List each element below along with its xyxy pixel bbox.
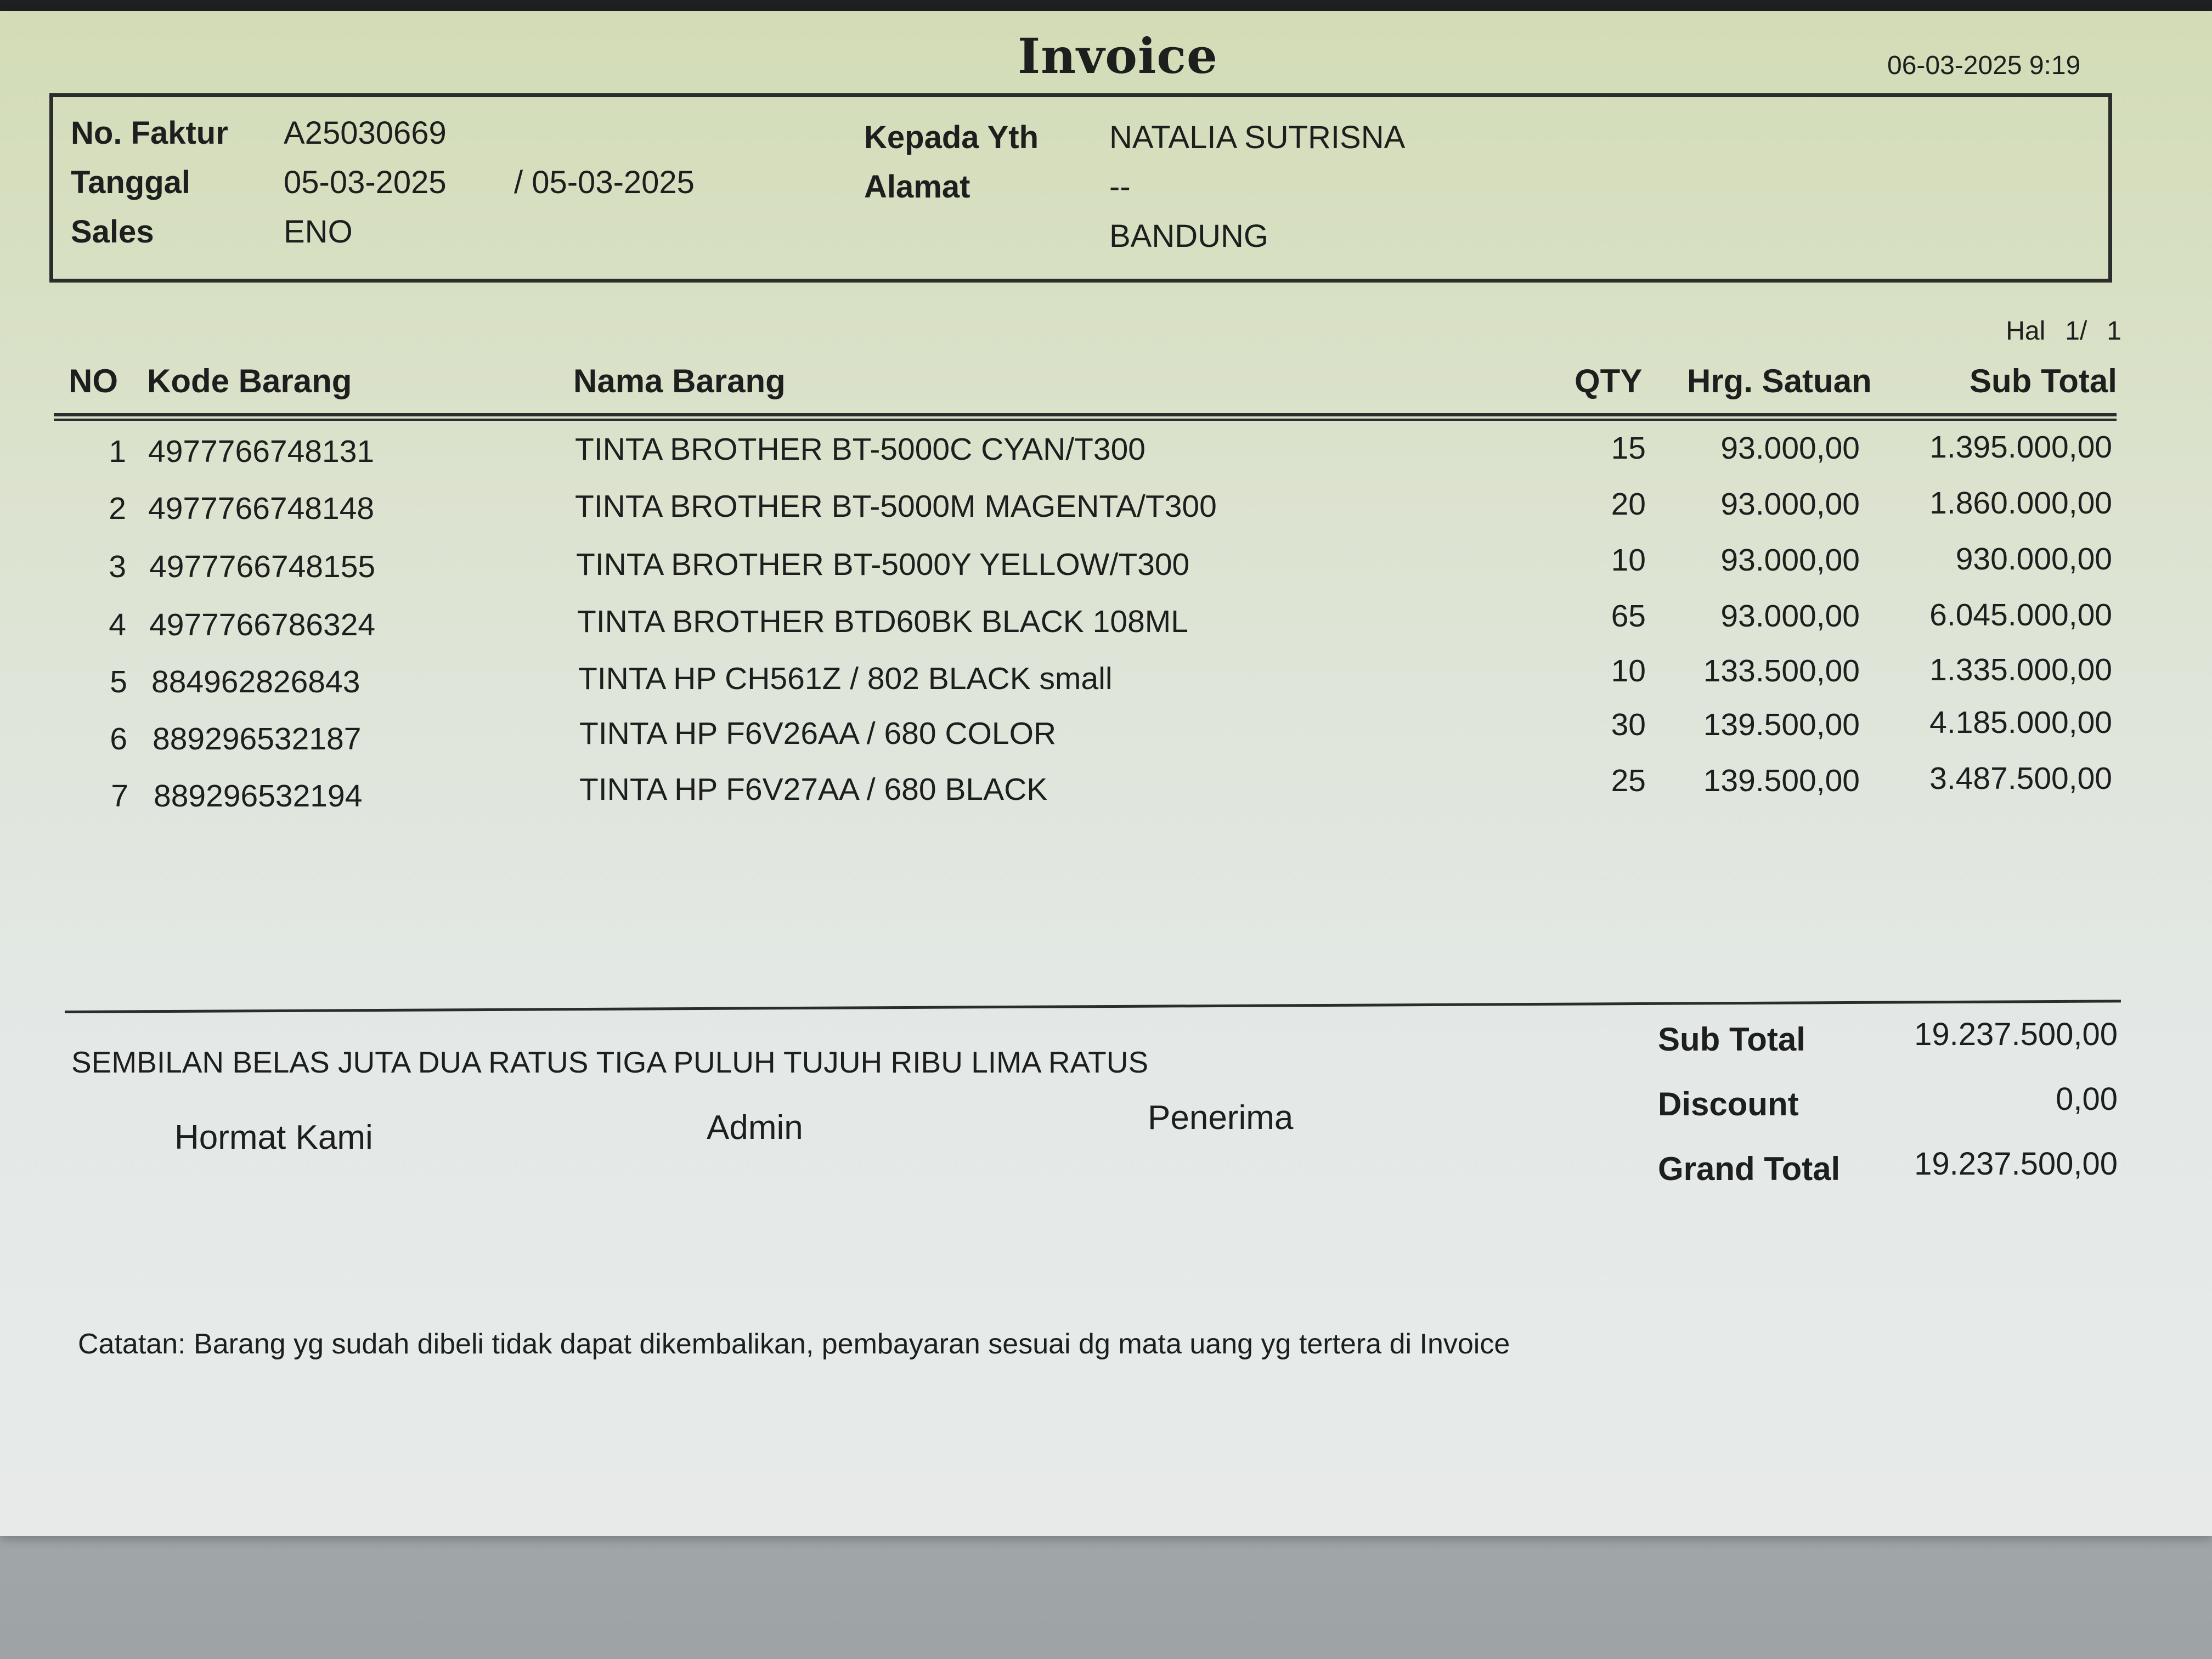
kepada-value: NATALIA SUTRISNA (1109, 120, 1406, 155)
row-no: 4 (109, 607, 126, 642)
row-subtotal: 4.185.000,00 (1929, 705, 2112, 740)
page-current: 1/ (2065, 317, 2087, 346)
row-harga: 133.500,00 (1703, 653, 1860, 689)
row-kode: 4977766786324 (149, 607, 376, 642)
row-subtotal: 6.045.000,00 (1929, 597, 2112, 633)
signature-admin: Admin (707, 1109, 803, 1147)
terbilang-text: SEMBILAN BELAS JUTA DUA RATUS TIGA PULUH TUJUH RIBU LIMA RATUS (71, 1045, 1149, 1079)
row-subtotal: 930.000,00 (1955, 541, 2112, 577)
row-harga: 139.500,00 (1703, 707, 1860, 742)
row-qty: 15 (1611, 431, 1646, 466)
signature-hormat-kami: Hormat Kami (174, 1119, 373, 1156)
col-header-kode: Kode Barang (147, 363, 352, 399)
grand-total-value: 19.237.500,00 (1914, 1146, 2118, 1182)
row-subtotal: 3.487.500,00 (1929, 761, 2112, 796)
row-nama: TINTA BROTHER BT-5000C CYAN/T300 (575, 432, 1146, 467)
row-qty: 20 (1611, 487, 1646, 522)
col-header-subtotal: Sub Total (1970, 363, 2117, 399)
row-qty: 10 (1611, 653, 1646, 689)
no-faktur-value: A25030669 (284, 115, 447, 151)
header-rule (54, 413, 2117, 421)
col-header-no: NO (69, 363, 118, 399)
subtotal-value: 19.237.500,00 (1914, 1017, 2118, 1052)
row-nama: TINTA BROTHER BTD60BK BLACK 108ML (577, 604, 1188, 639)
signature-penerima: Penerima (1148, 1099, 1294, 1137)
row-nama: TINTA HP CH561Z / 802 BLACK small (578, 661, 1113, 696)
row-nama: TINTA HP F6V26AA / 680 COLOR (579, 716, 1057, 751)
invoice-title: Invoice (1018, 27, 1218, 84)
row-harga: 93.000,00 (1720, 599, 1860, 634)
row-qty: 30 (1611, 707, 1646, 742)
kota-value: BANDUNG (1109, 218, 1269, 254)
tanggal-value-2: / 05-03-2025 (514, 165, 695, 200)
row-subtotal: 1.335.000,00 (1929, 652, 2112, 687)
row-no: 5 (110, 664, 127, 699)
print-datetime: 06-03-2025 9:19 (1887, 51, 2081, 80)
row-kode: 884962826843 (151, 664, 360, 699)
row-harga: 93.000,00 (1720, 487, 1860, 522)
row-no: 3 (109, 549, 126, 584)
row-subtotal: 1.860.000,00 (1929, 486, 2112, 521)
row-subtotal: 1.395.000,00 (1929, 430, 2112, 465)
col-header-nama: Nama Barang (573, 363, 786, 399)
footer-rule (65, 1000, 2121, 1013)
row-kode: 4977766748131 (148, 434, 375, 469)
row-nama: TINTA HP F6V27AA / 680 BLACK (579, 772, 1048, 807)
subtotal-label: Sub Total (1658, 1021, 1805, 1058)
grand-total-label: Grand Total (1658, 1150, 1841, 1187)
row-harga: 93.000,00 (1720, 431, 1860, 466)
page-indicator (1986, 316, 2121, 346)
col-header-qty: QTY (1575, 363, 1643, 399)
alamat-label: Alamat (864, 169, 970, 205)
row-qty: 25 (1611, 763, 1646, 798)
row-qty: 10 (1611, 543, 1646, 578)
page-label: Hal (2006, 317, 2046, 346)
tanggal-value: 05-03-2025 (284, 165, 447, 200)
kepada-label: Kepada Yth (864, 120, 1039, 155)
discount-label: Discount (1658, 1086, 1799, 1122)
row-kode: 4977766748155 (149, 549, 376, 584)
alamat-value: -- (1109, 169, 1131, 205)
row-nama: TINTA BROTHER BT-5000M MAGENTA/T300 (575, 489, 1217, 524)
row-no: 6 (110, 721, 127, 757)
row-qty: 65 (1611, 599, 1646, 634)
row-kode: 4977766748148 (148, 491, 375, 526)
row-no: 7 (111, 778, 128, 814)
row-harga: 139.500,00 (1703, 763, 1860, 798)
invoice-window (0, 11, 2212, 1536)
row-no: 2 (109, 491, 126, 526)
page-total: 1 (2107, 317, 2121, 346)
catatan-note: Catatan: Barang yg sudah dibeli tidak dapat dikembalikan, pembayaran sesuai dg mata uang yg tertera di Invoice (78, 1328, 1510, 1360)
sales-label: Sales (71, 214, 154, 250)
invoice-header-box (49, 93, 2112, 283)
row-kode: 889296532187 (153, 721, 362, 757)
row-no: 1 (109, 434, 126, 469)
discount-value: 0,00 (2056, 1081, 2118, 1117)
no-faktur-label: No. Faktur (71, 115, 228, 151)
row-harga: 93.000,00 (1720, 543, 1860, 578)
row-nama: TINTA BROTHER BT-5000Y YELLOW/T300 (576, 547, 1190, 582)
col-header-harga: Hrg. Satuan (1687, 363, 1872, 399)
row-kode: 889296532194 (154, 778, 363, 814)
sales-value: ENO (284, 214, 353, 250)
tanggal-label: Tanggal (71, 165, 191, 200)
